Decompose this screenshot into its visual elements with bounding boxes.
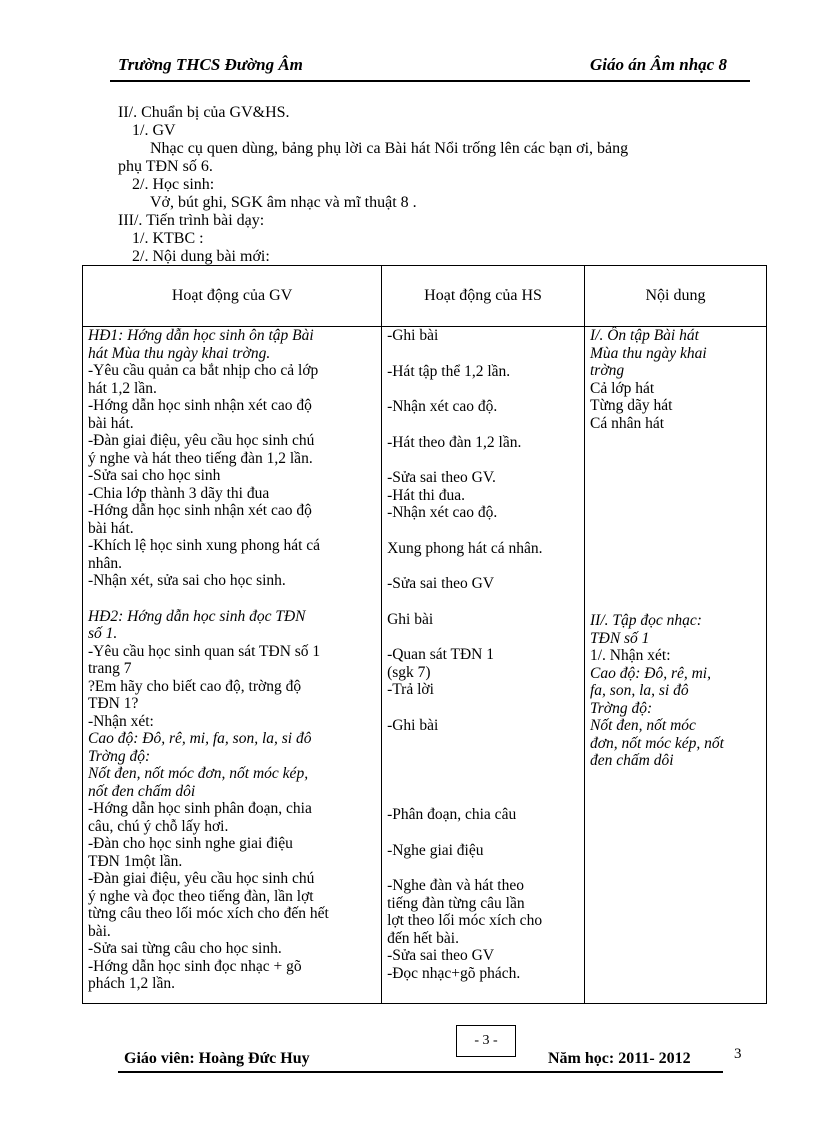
teacher-name: Giáo viên: Hoàng Đức Huy: [124, 1050, 310, 1067]
footer-divider: [118, 1071, 723, 1073]
table-header-row: [83, 266, 767, 327]
header-hs: Hoạt động của HS: [382, 266, 585, 327]
prep-heading: II/. Chuẩn bị của GV&HS.: [118, 104, 290, 121]
school-name: Trường THCS Đường Âm: [118, 55, 303, 74]
process-heading: III/. Tiến trình bài dạy:: [118, 212, 265, 229]
preparation-section: II/. Chuẩn bị của GV&HS. 1/. GV Nhạc cụ quen dùng, bảng phụ lời ca Bài hát Nổi trống lên các bạn ơi, bảng phụ TĐN số 6. 2/. Học sinh: Vở, bút ghi, SGK âm nhạc và mĩ thuật 8 . III/. Tiến trình bài dạy: 1/. KTBC : 2/. Nội dung bài mới:: [118, 104, 629, 265]
header-divider: [110, 80, 750, 82]
noidung-column: I/. Ôn tập Bài hát Mùa thu ngày khai trờng Cả lớp hát Từng dãy hát Cá nhân hát II/. Tập đọc nhạc: TĐN số 1 1/. Nhận xét: Cao độ: Đô, rê, mi, fa, son, la, si đô Trờng độ: Nốt đen, nốt móc đơn, nốt móc kép, nốt đen chấm dôi: [585, 327, 767, 1004]
school-year: Năm học: 2011- 2012: [548, 1050, 691, 1067]
subject-title: Giáo án Âm nhạc 8: [590, 55, 727, 74]
header-noidung: Nội dung: [585, 266, 767, 327]
header-gv: Hoạt động của GV: [83, 266, 382, 327]
gv-column: HĐ1: Hớng dẫn học sinh ôn tập Bài hát Mùa thu ngày khai trờng. -Yêu cầu quản ca bắt nhịp cho cả lớp hát 1,2 lần. -Hớng dẫn học sinh nhận xét cao độ bài hát. -Đàn giai điệu, yêu cầu học sinh chú ý nghe và hát theo tiếng đàn 1,2 lần. -Sửa sai cho học sinh -Chia lớp thành 3 dãy thi đua -Hớng dẫn học sinh nhận xét cao độ bài hát. -Khích lệ học sinh xung phong hát cá nhân. -Nhận xét, sửa sai cho học sinh. HĐ2: Hớng dẫn học sinh đọc TĐN số 1. -Yêu cầu học sinh quan sát TĐN số 1 trang 7 ?Em hãy cho biết cao độ, trờng độ TĐN 1? -Nhận xét: Cao độ: Đô, rê, mi, fa, son, la, si đô Trờng độ: Nốt đen, nốt móc đơn, nốt móc kép, nốt đen chấm dôi -Hớng dẫn học sinh phân đoạn, chia câu, chú ý chỗ lấy hơi. -Đàn cho học sinh nghe giai điệu TĐN 1một lần. -Đàn giai điệu, yêu cầu học sinh chú ý nghe và đọc theo tiếng đàn, lần lợt từng câu theo lối móc xích cho đến hết bài. -Sửa sai từng câu cho học sinh. -Hớng dẫn học sinh đọc nhạc + gõ phách 1,2 lần.: [83, 327, 382, 1004]
page-number-box: - 3 -: [456, 1025, 516, 1057]
hs-column: -Ghi bài -Hát tập thể 1,2 lần. -Nhận xét cao độ. -Hát theo đàn 1,2 lần. -Sửa sai theo GV. -Hát thi đua. -Nhận xét cao độ. Xung phong hát cá nhân. -Sửa sai theo GV Ghi bài -Quan sát TĐN 1 (sgk 7) -Trả lời -Ghi bài -Phân đoạn, chia câu -Nghe giai điệu -Nghe đàn và hát theo tiếng đàn từng câu lần lợt theo lối móc xích cho đến hết bài. -Sửa sai theo GV -Đọc nhạc+gõ phách.: [382, 327, 585, 1004]
page-number: 3: [734, 1046, 742, 1062]
lesson-table: [82, 265, 767, 1004]
table-row: [83, 327, 767, 1004]
